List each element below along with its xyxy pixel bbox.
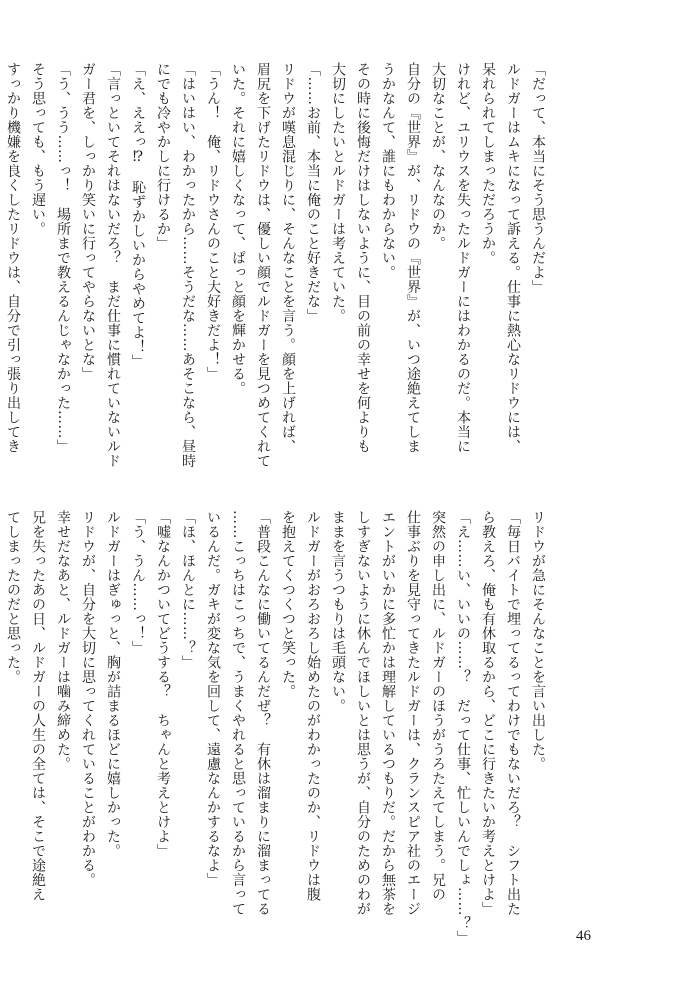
text-line: 眉尻を下げたリドウは、優しい顔でルドガーを見つめてくれて [255, 62, 271, 468]
text-line: 大切にしたいとルドガーは考えていた。 [330, 62, 346, 323]
text-line: エントがいかに多忙かは理解しているつもりだ。だから無茶を [380, 510, 396, 916]
text-line: 突然の申し出に、ルドガーのほうがうろたえてしまう。兄の [430, 510, 446, 902]
text-line: リドウが嘆息混じりに、そんなことを言う。顔を上げれば、 [280, 62, 296, 454]
text-line: ルドガーがおろおろし始めたのがわかったのか、リドウは腹 [305, 510, 321, 902]
text-line: 「毎日バイトで埋ってるってわけでもないだろ？ シフト出た [505, 510, 521, 916]
text-line: しすぎないように休んでほしいとは思うが、自分のためのわが [355, 510, 371, 916]
text-line: 「はいはい、わかったから……そうだな……あそこなら、昼時 [180, 62, 196, 468]
text-line: その時に後悔だけはしないように、目の前の幸せを何よりも [355, 62, 371, 454]
text-line: 「普段こんなに働いてるんだぜ？ 有休は溜まりに溜まってる [255, 510, 271, 916]
text-line: 幸せだなあと、ルドガーは噛み締めた。 [55, 510, 71, 771]
text-line: リドウが、自分を大切に思ってくれていることがわかる。 [80, 510, 96, 887]
text-line: 「……お前、本当に俺のこと好きだな」 [305, 62, 321, 323]
text-line: すっかり機嫌を良くしたリドウは、自分で引っ張り出してき [5, 62, 21, 454]
upper-text-block [5, 62, 550, 468]
text-line: いるんだ。ガキが変な気を回して、遠慮なんかするなよ」 [205, 510, 221, 887]
text-line: ら教えろ、俺も有休取るから、どこに行きたいか考えとけよ」 [480, 510, 496, 916]
text-line: 「え、ええっ⁉ 恥ずかしいからやめてよ！」 [130, 62, 146, 369]
text-line: 「うん！ 俺、リドウさんのこと大好きだよ！」 [205, 62, 221, 381]
text-line: そう思っても、もう遅い。 [30, 62, 46, 236]
text-line: 「う、うう……っ！ 場所まで教えるんじゃなかった……」 [55, 62, 71, 454]
text-line: 兄を失ったあの日、ルドガーの人生の全ては、そこで途絶え [30, 510, 46, 902]
text-line: うかなんて、誰にもわからない。 [380, 62, 396, 280]
text-line: 「え……い、いいの……？ だって仕事、忙しいんでしょ……？」 [455, 510, 471, 945]
text-line: 「言っといてそれはないだろ？ まだ仕事に慣れていないルド [105, 62, 121, 468]
text-line: いた。それに嬉しくなって、ぱっと顔を輝かせる。 [230, 62, 246, 396]
text-line: 「だって、本当にそう思うんだよ」 [530, 62, 546, 294]
text-line: ……こっちはこっちで、うまくやれると思っているから言って [230, 510, 246, 916]
page-number: 46 [576, 928, 591, 944]
text-line: にでも冷やかしに行けるか」 [155, 62, 171, 251]
text-line: ガー君を、しっかり笑いに行ってやらないとな」 [80, 62, 96, 381]
text-line: てしまったのだと思った。 [5, 510, 21, 684]
text-line: を抱えてくつくつと笑った。 [280, 510, 296, 699]
text-line: 仕事ぶりを見守ってきたルドガーは、クランスピア社のエージ [405, 510, 421, 916]
text-line: 「ほ、ほんとに……？」 [180, 510, 196, 670]
lower-text-block [5, 510, 550, 945]
text-line: けれど、ユリウスを失ったルドガーにはわかるのだ。本当に [455, 62, 471, 454]
text-line: 「う、うん……っ！」 [130, 510, 146, 655]
text-line: ままを言うつもりは毛頭ない。 [330, 510, 346, 713]
text-line: 「嘘なんかついてどうする？ ちゃんと考えとけよ」 [155, 510, 171, 858]
text-line: ルドガーはムキになって訴える。仕事に熱心なリドウには、 [505, 62, 521, 454]
text-line: 呆れられてしまっただろうか。 [480, 62, 496, 265]
text-line: 自分の『世界』が、リドウの『世界』が、いつ途絶えてしま [405, 62, 421, 454]
text-line: 大切なことが、なんなのか。 [430, 62, 446, 251]
text-line: ルドガーはぎゅっと、胸が詰まるほどに嬉しかった。 [105, 510, 121, 858]
text-line: リドウが急にそんなことを言い出した。 [530, 510, 546, 771]
